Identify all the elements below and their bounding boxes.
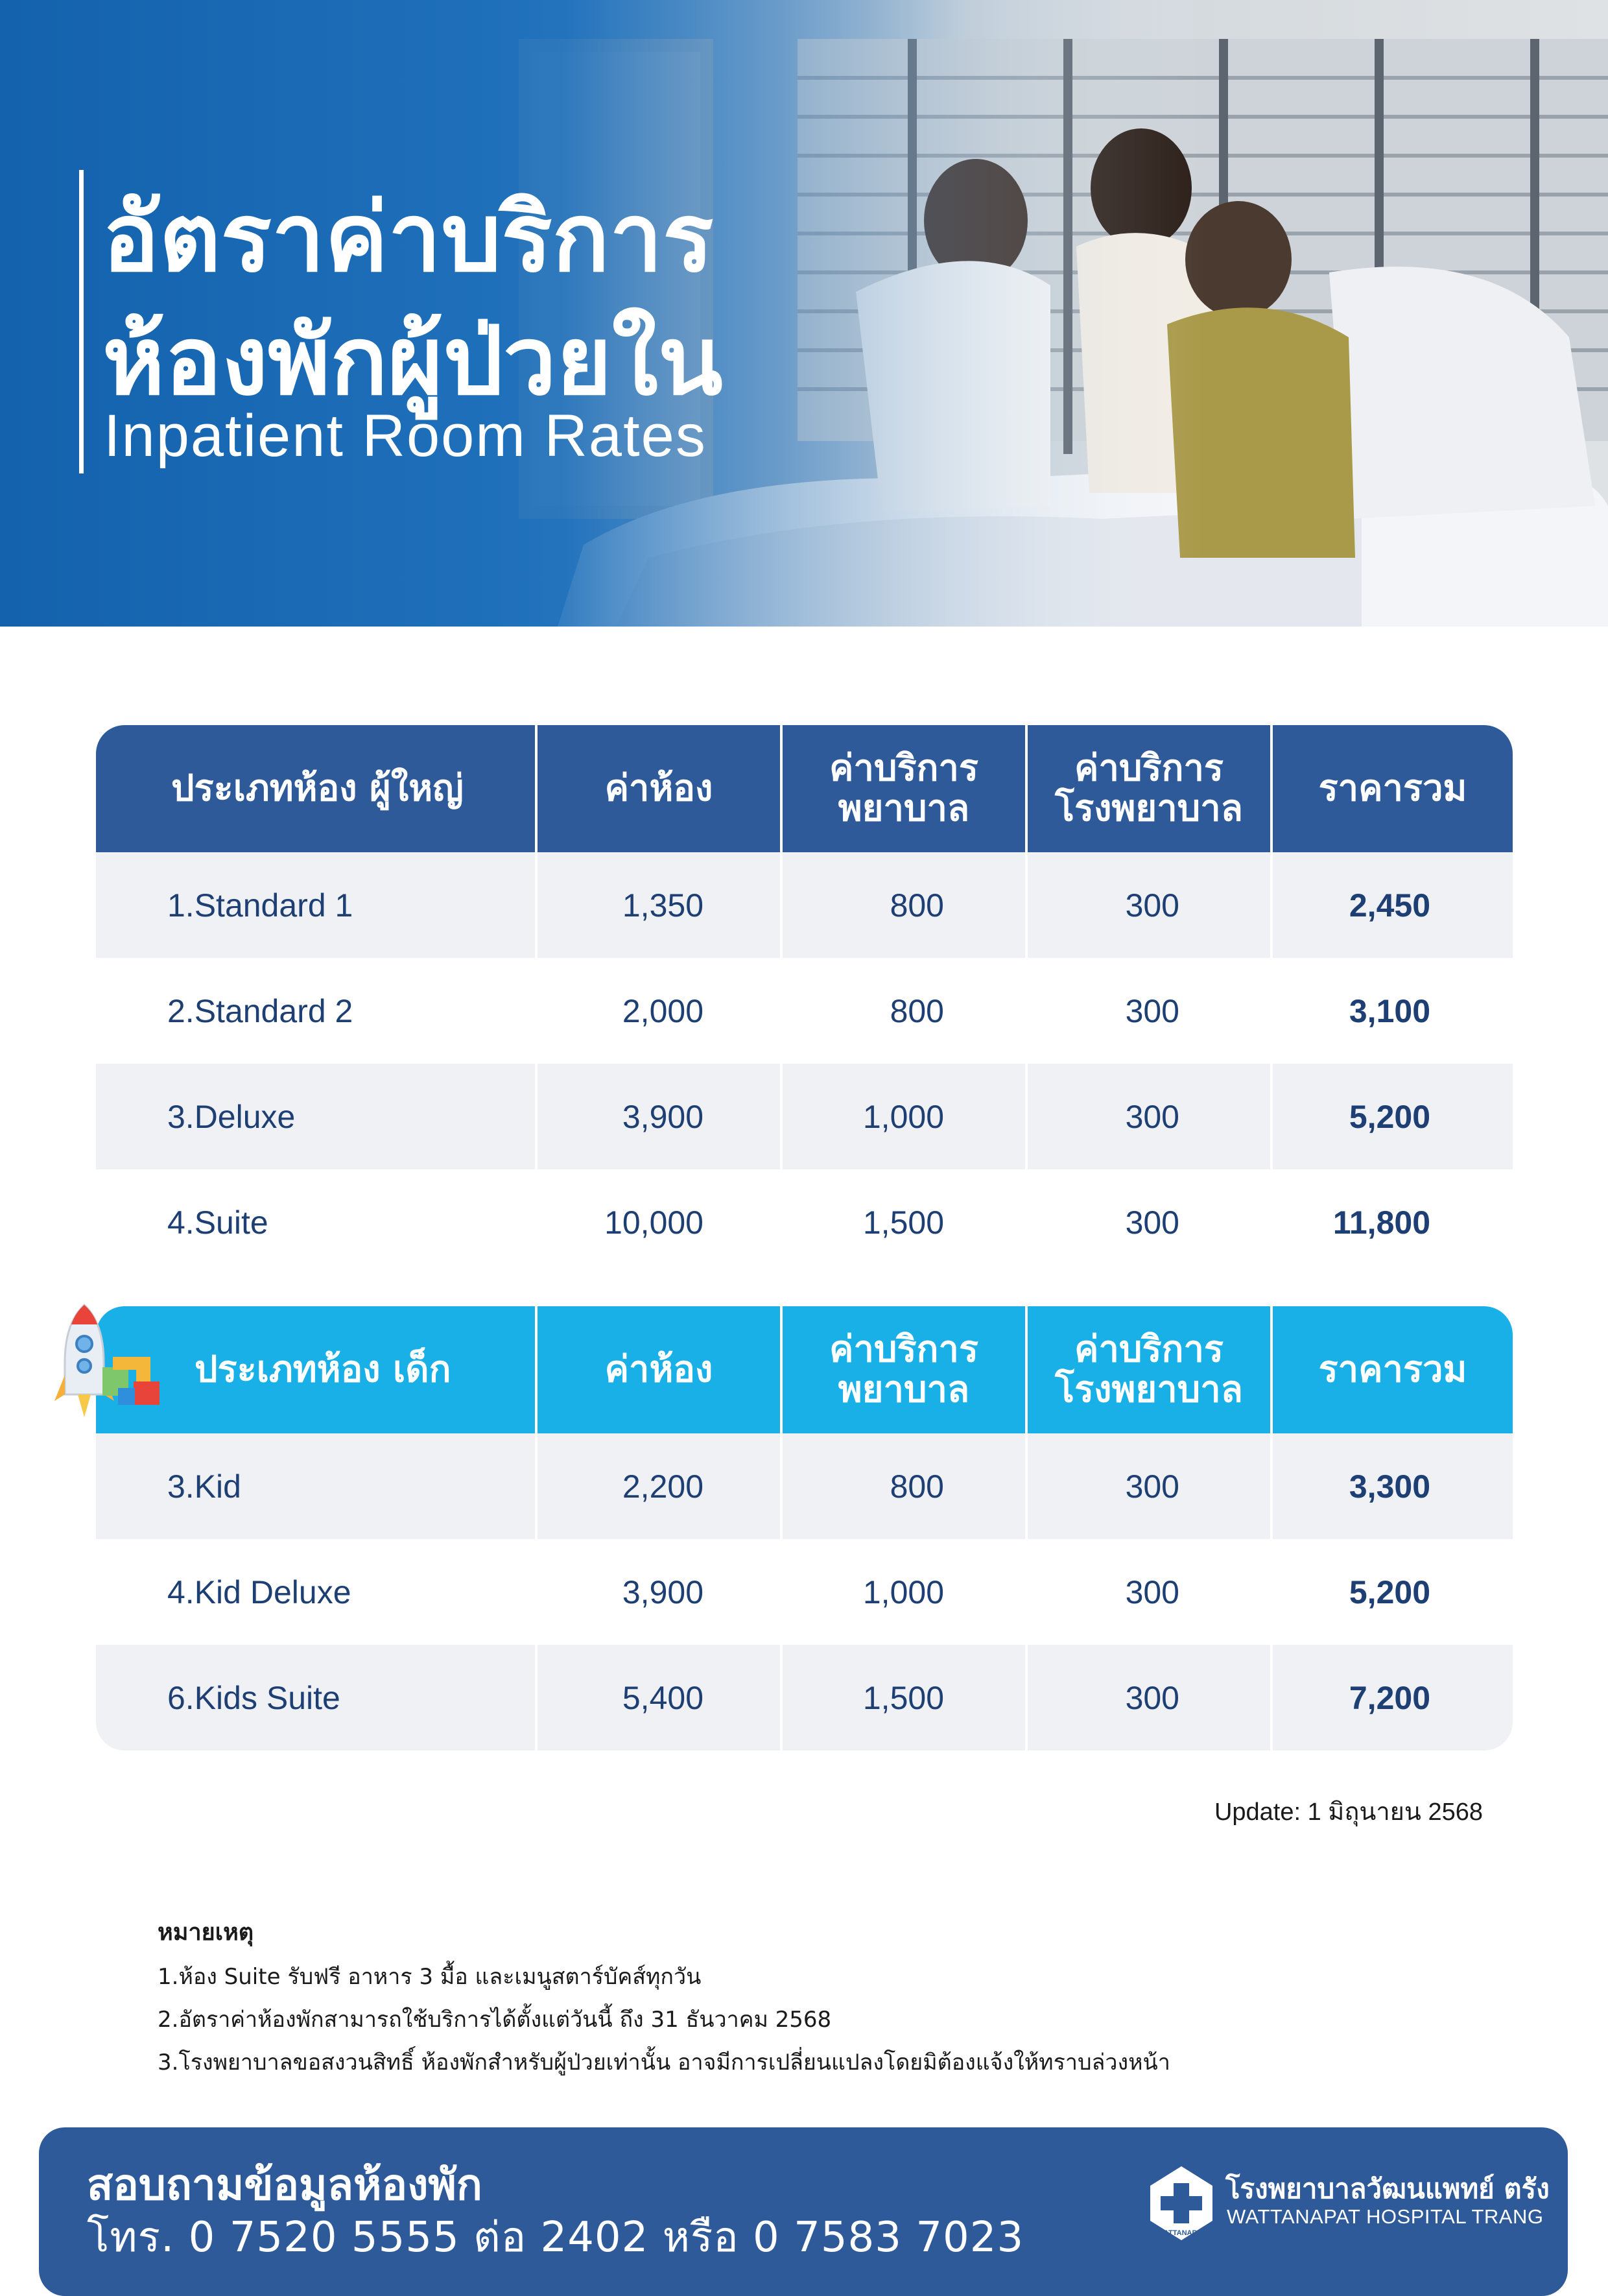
- nursing-fee: 1,500: [783, 1645, 1028, 1751]
- nursing-fee: 800: [783, 1433, 1028, 1539]
- note-item: 2.อัตราค่าห้องพักสามารถใช้บริการได้ตั้งแต่วันนี้ ถึง 31 ธันวาคม 2568: [158, 2007, 832, 2033]
- header-room-type: ประเภทห้อง เด็ก: [96, 1306, 538, 1433]
- total-price: 5,200: [1349, 1098, 1430, 1135]
- room-fee: 3,900: [538, 1539, 783, 1645]
- table-row: [96, 1645, 1513, 1751]
- room-name: 3.Deluxe: [96, 1064, 538, 1169]
- room-fee: 10,000: [538, 1169, 783, 1275]
- hero-title-line2: ห้องพักผู้ป่วยใน: [102, 306, 723, 416]
- kid-table-header: [96, 1306, 1513, 1433]
- header-hospital-fee: ค่าบริการ โรงพยาบาล: [1028, 725, 1273, 852]
- rocket-toys-icon: [53, 1297, 183, 1427]
- header-nursing-fee: ค่าบริการ พยาบาล: [783, 725, 1028, 852]
- hospital-fee: 300: [1028, 1433, 1273, 1539]
- hospital-logo: [1145, 2164, 1550, 2248]
- hospital-fee: 300: [1028, 852, 1273, 958]
- header-room-fee: ค่าห้อง: [538, 725, 783, 852]
- header-total: ราคารวม: [1318, 767, 1467, 809]
- header-hospital-fee: ค่าบริการ โรงพยาบาล: [1028, 1306, 1273, 1433]
- table-row: [96, 1064, 1513, 1169]
- note-item: 1.ห้อง Suite รับฟรี อาหาร 3 มื้อ และเมนูสตาร์บัคส์ทุกวัน: [158, 1964, 702, 1990]
- table-row: [96, 852, 1513, 958]
- total-price: 2,450: [1349, 887, 1430, 924]
- hospital-fee: 300: [1028, 1064, 1273, 1169]
- nursing-fee: 1,000: [783, 1064, 1028, 1169]
- header-room-type: ประเภทห้อง ผู้ใหญ่: [96, 725, 538, 852]
- nursing-fee: 800: [783, 958, 1028, 1064]
- contact-bar: [39, 2127, 1568, 2296]
- table-row: [96, 1539, 1513, 1645]
- total-price: 7,200: [1349, 1679, 1430, 1716]
- hospital-name-th: โรงพยาบาลวัฒนแพทย์ ตรัง: [1225, 2173, 1550, 2205]
- table-row: [96, 1169, 1513, 1275]
- hospital-fee: 300: [1028, 1539, 1273, 1645]
- hero-subtitle: Inpatient Room Rates: [104, 403, 707, 469]
- header-nursing-fee: ค่าบริการ พยาบาล: [783, 1306, 1028, 1433]
- header-total: ราคารวม: [1318, 1348, 1467, 1391]
- hospital-name-en: WATTANAPAT HOSPITAL TRANG: [1227, 2205, 1544, 2228]
- hero-title-line1: อัตราค่าบริการ: [102, 183, 714, 293]
- logo-seal-text: WATTANAPAT: [1157, 2229, 1205, 2237]
- table-row: [96, 958, 1513, 1064]
- nursing-fee: 800: [783, 852, 1028, 958]
- room-fee: 5,400: [538, 1645, 783, 1751]
- room-name: 2.Standard 2: [96, 958, 538, 1064]
- room-fee: 2,000: [538, 958, 783, 1064]
- header-room-fee: ค่าห้อง: [538, 1306, 783, 1433]
- total-price: 3,100: [1349, 992, 1430, 1029]
- room-name: 3.Kid: [96, 1433, 538, 1539]
- hero-banner: [0, 0, 1608, 627]
- adult-table-header: [96, 725, 1513, 852]
- title-accent-bar: [79, 170, 84, 473]
- room-name: 4.Kid Deluxe: [96, 1539, 538, 1645]
- adult-rate-table: [96, 725, 1513, 1275]
- nursing-fee: 1,000: [783, 1539, 1028, 1645]
- table-row: [96, 1433, 1513, 1539]
- room-fee: 1,350: [538, 852, 783, 958]
- total-price: 3,300: [1349, 1468, 1430, 1505]
- hospital-fee: 300: [1028, 1169, 1273, 1275]
- hospital-fee: 300: [1028, 958, 1273, 1064]
- notes-title: หมายเหตุ: [158, 1919, 254, 1946]
- room-fee: 2,200: [538, 1433, 783, 1539]
- total-price: 5,200: [1349, 1573, 1430, 1610]
- note-item: 3.โรงพยาบาลขอสงวนสิทธิ์ ห้องพักสำหรับผู้ป่วยเท่านั้น อาจมีการเปลี่ยนแปลงโดยมิต้องแจ้งให้ทราบล่วงหน้า: [158, 2050, 1170, 2075]
- nursing-fee: 1,500: [783, 1169, 1028, 1275]
- kid-rate-table: [96, 1306, 1513, 1751]
- hospital-cross-icon: [1145, 2164, 1218, 2248]
- room-fee: 3,900: [538, 1064, 783, 1169]
- contact-phone[interactable]: โทร. 0 7520 5555 ต่อ 2402 หรือ 0 7583 7023: [87, 2214, 1024, 2262]
- room-name: 6.Kids Suite: [96, 1645, 538, 1751]
- contact-title: สอบถามข้อมูลห้องพัก: [87, 2160, 482, 2210]
- total-price: 11,800: [1332, 1204, 1430, 1241]
- room-name: 1.Standard 1: [96, 852, 538, 958]
- hospital-fee: 300: [1028, 1645, 1273, 1751]
- update-date: Update: 1 มิถุนายน 2568: [1214, 1799, 1483, 1826]
- room-name: 4.Suite: [96, 1169, 538, 1275]
